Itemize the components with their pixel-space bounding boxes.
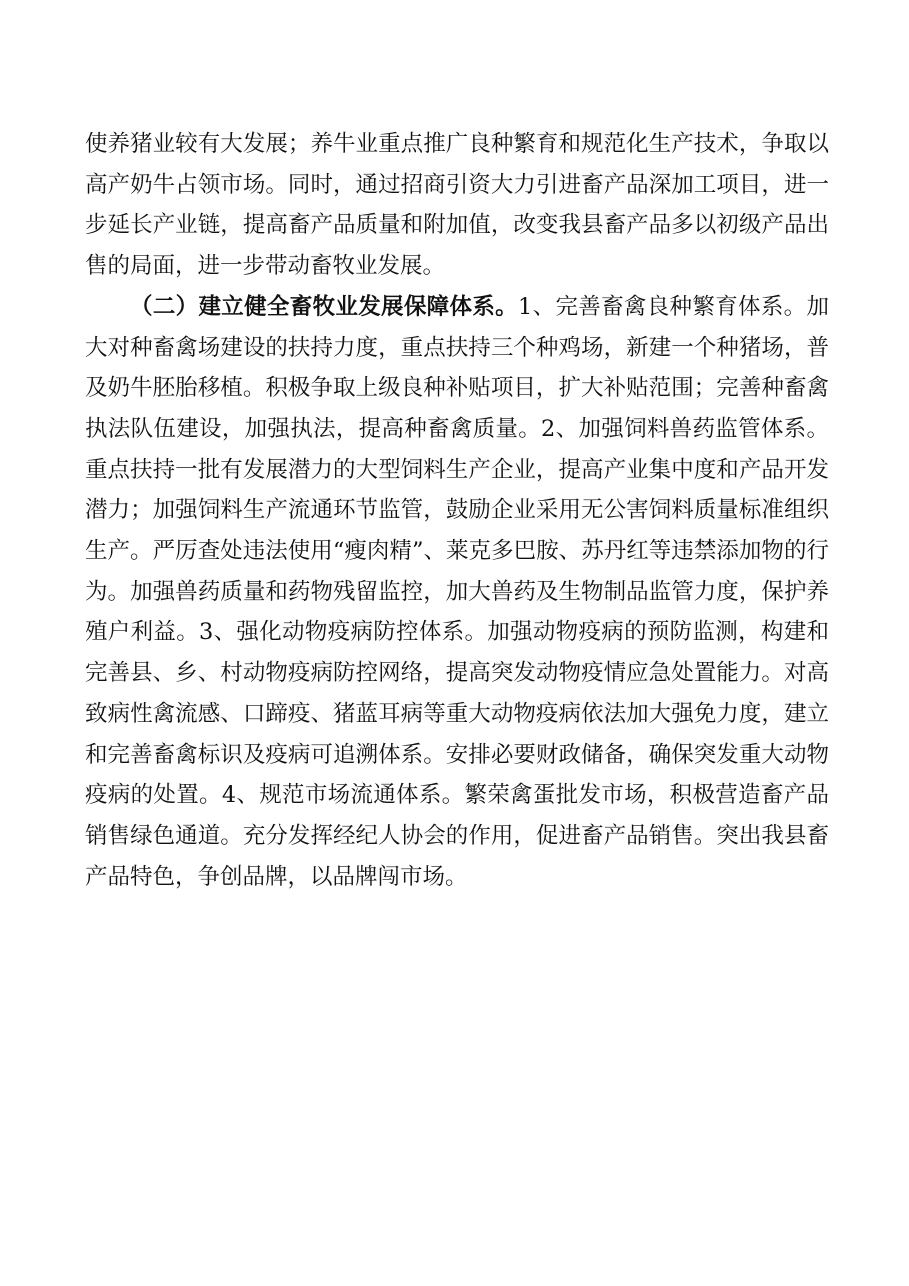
paragraph-2 <box>85 287 829 898</box>
paragraph-1-text: 使养猪业较有大发展；养牛业重点推广良种繁育和规范化生产技术，争取以高产奶牛占领市场。同时，通过招商引资大力引进畜产品深加工项目，进一步延长产业链，提高畜产品质量和附加值，改变我县畜产品多以初级产品出售的局面，进一步带动畜牧业发展。 <box>85 131 829 280</box>
paragraph-2-text: 1、完善畜禽良种繁育体系。加大对种畜禽场建设的扶持力度，重点扶持三个种鸡场，新建一个种猪场，普及奶牛胚胎移植。积极争取上级良种补贴项目，扩大补贴范围；完善种畜禽执法队伍建设，加强执法，提高种畜禽质量。2、加强饲料兽药监管体系。重点扶持一批有发展潜力的大型饲料生产企业，提高产业集中度和产品开发潜力；加强饲料生产流通环节监管，鼓励企业采用无公害饲料质量标准组织生产。严厉查处违法使用“瘦肉精”、莱克多巴胺、苏丹红等违禁添加物的行为。加强兽药质量和药物残留监控，加大兽药及生物制品监管力度，保护养殖户利益。3、强化动物疫病防控体系。加强动物疫病的预防监测，构建和完善县、乡、村动物疫病防控网络，提高突发动物疫情应急处置能力。对高致病性禽流感、口蹄疫、猪蓝耳病等重大动物疫病依法加大强免力度，建立和完善畜禽标识及疫病可追溯体系。安排必要财政储备，确保突发重大动物疫病的处置。4、规范市场流通体系。繁荣禽蛋批发市场，积极营造畜产品销售绿色通道。充分发挥经纪人协会的作用，促进畜产品销售。突出我县畜产品特色，争创品牌，以品牌闯市场。 <box>85 293 829 890</box>
paragraph-1 <box>85 124 829 287</box>
document-page <box>85 124 829 897</box>
section-heading: （二）建立健全畜牧业发展保障体系。 <box>130 293 518 320</box>
